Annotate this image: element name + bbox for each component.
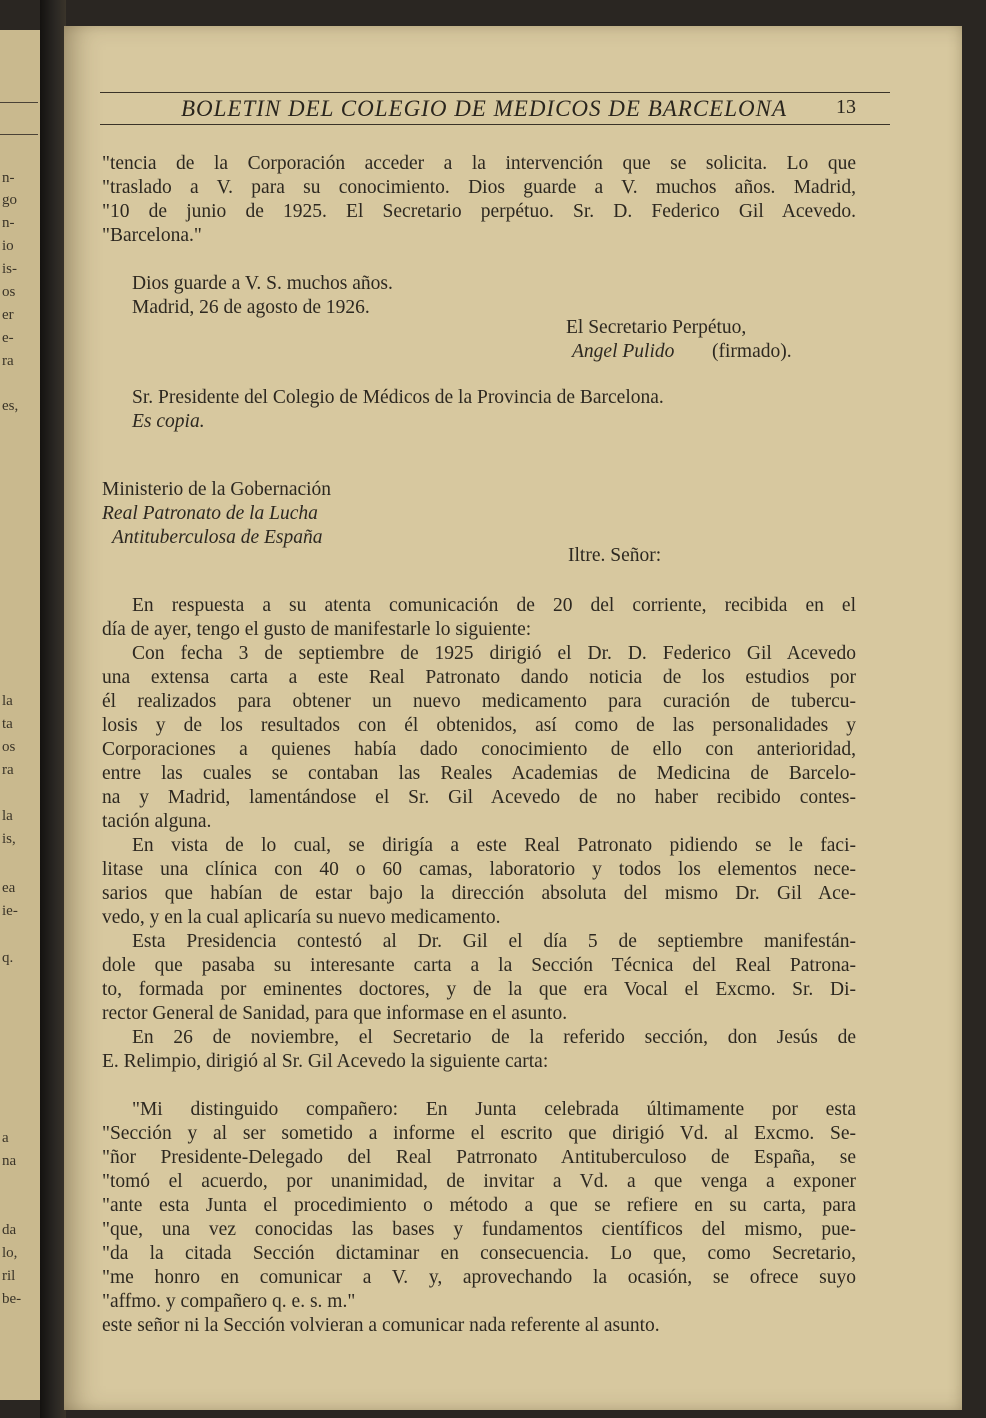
quoted-letter-line: "Mi distinguido compañero: En Junta celebrada últimamente por esta [132, 1099, 856, 1120]
page-header-title: BOLETIN DEL COLEGIO DE MEDICOS DE BARCELONA [180, 96, 788, 121]
text-line: una extensa carta a este Real Patronato dando noticia de los estudios por [102, 667, 856, 688]
margin-fragment: e- [2, 330, 14, 346]
margin-fragment: lo, [2, 1245, 18, 1261]
text-line: Corporaciones a quienes había dado conocimiento de ello con anterioridad, [102, 739, 856, 760]
quoted-letter-line: "ñor Presidente-Delegado del Real Patrronato Antituberculoso de España, se [102, 1147, 856, 1168]
signature-note: (firmado). [712, 341, 792, 362]
margin-fragment: q. [2, 950, 14, 966]
quoted-letter-line: "ante esta Junta el procedimiento o método a que se refiere en su carta, para [102, 1195, 856, 1216]
quoted-letter-line: "affmo. y compañero q. e. s. m." [102, 1291, 356, 1312]
text-line: rector General de Sanidad, para que informase en el asunto. [102, 1003, 568, 1024]
text-line: vedo, y en la cual aplicaría su nuevo medicamento. [102, 907, 501, 928]
quoted-letter-line: "da la citada Sección dictaminar en consecuencia. Lo que, como Secretario, [102, 1243, 856, 1264]
text-line: En 26 de noviembre, el Secretario de la referido sección, don Jesús de [132, 1027, 856, 1048]
margin-fragment: es, [2, 398, 19, 414]
text-line: tación alguna. [102, 811, 212, 832]
header-rule-top [100, 92, 890, 93]
text-line: na y Madrid, lamentándose el Sr. Gil Acevedo de no haber recibido contes- [102, 787, 856, 808]
text-line: "10 de junio de 1925. El Secretario perpétuo. Sr. D. Federico Gil Acevedo. [102, 201, 856, 222]
text-line: día de ayer, tengo el gusto de manifestarle lo siguiente: [102, 619, 532, 640]
margin-fragment: ta [2, 716, 13, 732]
quoted-letter-line: "me honro en comunicar a V. y, aprovechando la ocasión, se ofrece suyo [102, 1267, 856, 1288]
header-rule-bottom [100, 124, 890, 125]
margin-fragment: n- [2, 170, 15, 186]
margin-fragment: go [2, 192, 17, 208]
margin-fragment: ie- [2, 903, 18, 919]
closing-line: Dios guarde a V. S. muchos años. [132, 273, 393, 294]
margin-fragment: is, [2, 831, 16, 847]
page-number: 13 [836, 96, 856, 118]
margin-fragment: ra [2, 762, 14, 778]
text-line: to, formada por eminentes doctores, y de la que era Vocal el Excmo. Sr. Di- [102, 979, 856, 1000]
book-spine [40, 0, 66, 1418]
salutation: Iltre. Señor: [568, 545, 662, 566]
margin-fragment: ril [2, 1268, 16, 1284]
addressee-line: Sr. Presidente del Colegio de Médicos de la Provincia de Barcelona. [132, 387, 664, 408]
text-line: Con fecha 3 de septiembre de 1925 dirigió el Dr. D. Federico Gil Acevedo [132, 643, 856, 664]
margin-fragment: na [2, 1153, 17, 1169]
ministry-line: Ministerio de la Gobernación [102, 479, 332, 500]
text-line: "Barcelona." [102, 225, 202, 246]
copy-note: Es copia. [132, 411, 205, 432]
margin-fragment: is- [2, 261, 17, 277]
margin-fragment: os [2, 739, 16, 755]
text-line: litase una clínica con 40 o 60 camas, laboratorio y todos los elementos nece- [102, 859, 856, 880]
text-line: él realizados para obtener un nuevo medicamento para curación de tubercu- [102, 691, 856, 712]
text-line: losis y de los resultados con él obtenidos, así como de las personalidades y [102, 715, 856, 736]
text-line: En vista de lo cual, se dirigía a este Real Patronato pidiendo se le faci- [132, 835, 856, 856]
margin-fragment: io [2, 238, 14, 254]
text-line: "traslado a V. para su conocimiento. Dios guarde a V. muchos años. Madrid, [102, 177, 856, 198]
quoted-letter-line: "que, una vez conocidas las bases y fundamentos científicos del mismo, pue- [102, 1219, 856, 1240]
margin-fragment: da [2, 1222, 17, 1238]
text-line: Esta Presidencia contestó al Dr. Gil el día 5 de septiembre manifestán- [132, 931, 856, 952]
text-line: "tencia de la Corporación acceder a la intervención que se solicita. Lo que [102, 153, 856, 174]
text-line: este señor ni la Sección volvieran a comunicar nada referente al asunto. [102, 1315, 660, 1336]
institution-line: Real Patronato de la Lucha [102, 503, 318, 524]
text-line: dole que pasaba su interesante carta a la Sección Técnica del Real Patrona- [102, 955, 856, 976]
margin-fragment: la [2, 693, 13, 709]
text-line: sarios que habían de estar bajo la dirección absoluta del mismo Dr. Gil Ace- [102, 883, 856, 904]
signature-name: Angel Pulido [572, 341, 675, 362]
institution-line: Antituberculosa de España [112, 527, 323, 548]
quoted-letter-line: "tomó el acuerdo, por unanimidad, de invitar a Vd. a que venga a exponer [102, 1171, 856, 1192]
margin-fragment: ra [2, 353, 14, 369]
margin-fragment: a [2, 1130, 9, 1146]
margin-fragment: os [2, 284, 16, 300]
margin-fragment: n- [2, 215, 15, 231]
text-line: E. Relimpio, dirigió al Sr. Gil Acevedo la siguiente carta: [102, 1051, 549, 1072]
date-line: Madrid, 26 de agosto de 1926. [132, 297, 370, 318]
quoted-letter-line: "Sección y al ser sometido a informe el escrito que dirigió Vd. al Excmo. Se- [102, 1123, 856, 1144]
text-line: entre las cuales se contaban las Reales Academias de Medicina de Barcelo- [102, 763, 856, 784]
signature-title: El Secretario Perpétuo, [566, 317, 747, 338]
margin-fragment: er [2, 307, 14, 323]
margin-fragment: be- [2, 1291, 22, 1307]
document-page [64, 26, 962, 1410]
margin-fragment: ea [2, 880, 16, 896]
margin-fragment: la [2, 808, 13, 824]
text-line: En respuesta a su atenta comunicación de 20 del corriente, recibida en el [132, 595, 856, 616]
facing-page-edge [0, 30, 40, 1400]
